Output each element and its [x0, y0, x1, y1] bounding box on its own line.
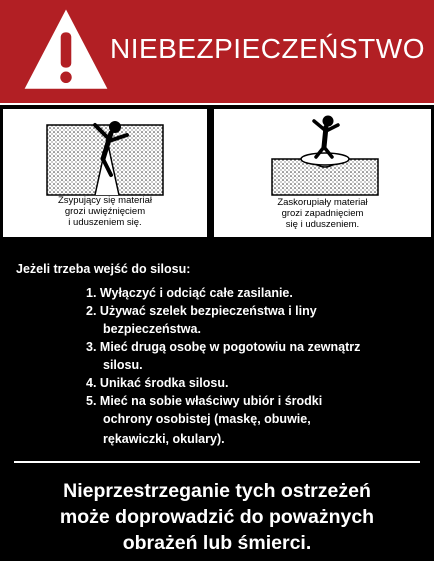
divider-line	[14, 461, 420, 463]
danger-header	[0, 0, 434, 105]
step-5: 5. Mieć na sobie właściwy ubiór i środki	[86, 394, 323, 408]
step-3: 3. Mieć drugą osobę w pogotowiu na zewnątrz	[86, 340, 361, 354]
panel-crust-collapse	[214, 109, 431, 237]
instructions-intro: Jeżeli trzeba wejść do silosu:	[16, 262, 191, 276]
panel-caption: Zsypujący się materiał grozi uwięźnięciem i uduszeniem się.	[58, 195, 152, 228]
pictogram-panels	[0, 106, 434, 240]
falling-through-crust-icon	[270, 115, 380, 197]
panel-caption: Zaskorupiały materiał grozi zapadnięciem się i uduszeniem.	[277, 197, 368, 230]
consequence-warning: Nieprzestrzeganie tych ostrzeżeń może doprowadzić do poważnych obrażeń lub śmierci.	[59, 480, 375, 554]
step-3-continued: silosu.	[103, 358, 143, 372]
warning-triangle-icon	[22, 6, 110, 94]
step-1: 1. Wyłączyć i odciąć całe zasilanie.	[86, 286, 293, 300]
step-2-continued: bezpieczeństwa.	[103, 322, 201, 336]
panel-engulfment	[3, 109, 207, 237]
step-5-continued-1: ochrony osobistej (maskę, obuwie,	[103, 412, 311, 426]
step-2: 2. Używać szelek bezpieczeństwa i liny	[86, 304, 317, 318]
sinking-person-icon	[45, 119, 165, 197]
step-4: 4. Unikać środka silosu.	[86, 376, 229, 390]
step-5-continued-2: rękawiczki, okulary).	[103, 432, 225, 446]
header-title: NIEBEZPIECZEŃSTWO	[110, 33, 425, 64]
